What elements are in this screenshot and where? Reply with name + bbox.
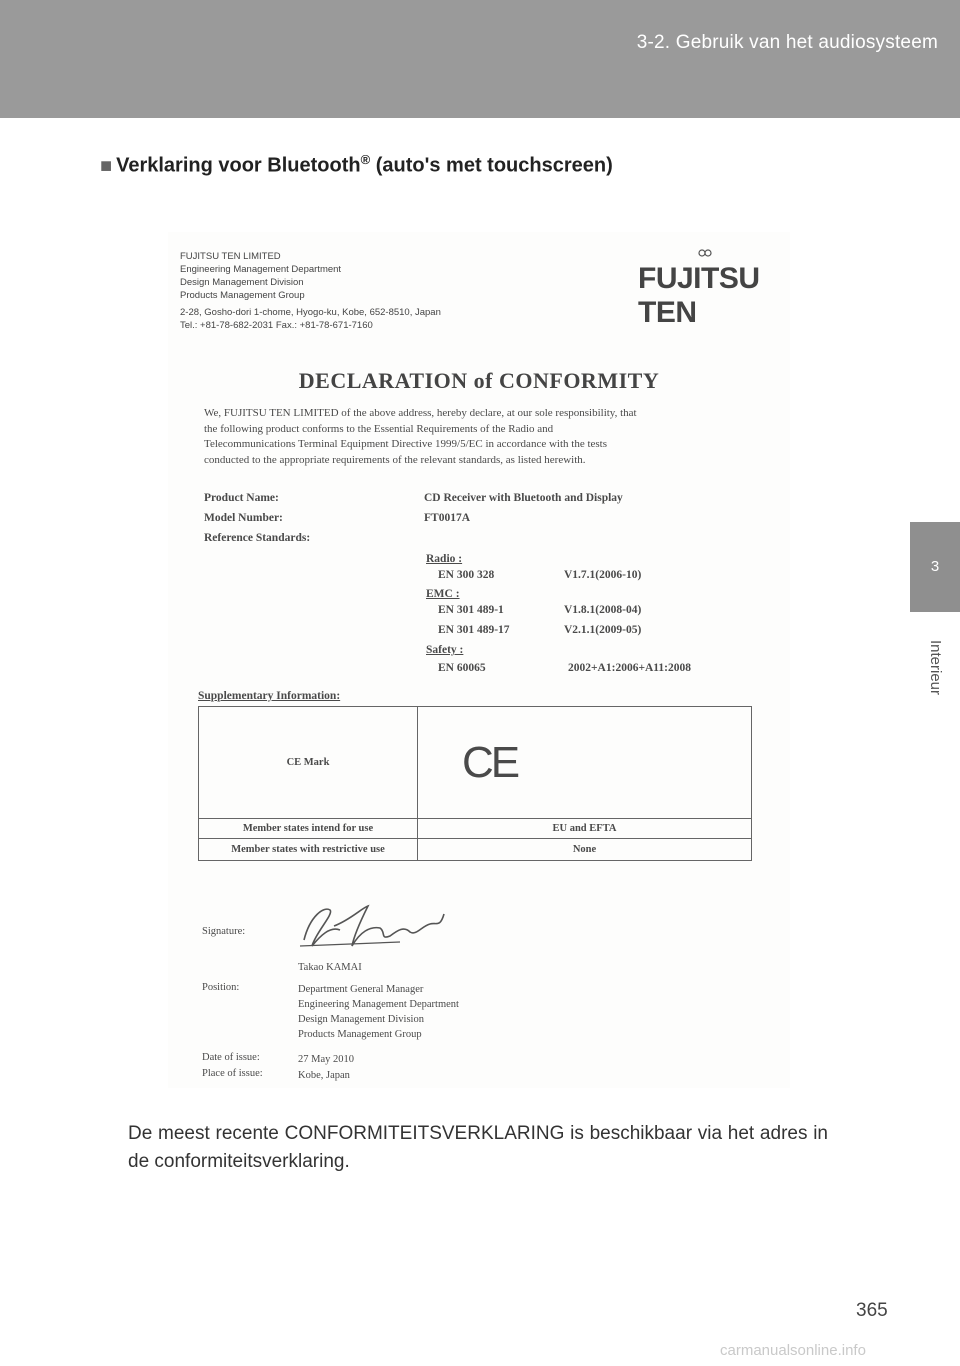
- product-name-label: Product Name:: [204, 492, 279, 504]
- intro-line: Telecommunications Terminal Equipment Directive 1999/5/EC in accordance with the tests: [204, 438, 608, 450]
- date-of-issue-label: Date of issue:: [202, 1052, 260, 1063]
- heading-bullet: ■: [100, 154, 113, 177]
- declaration-scan: [168, 232, 790, 1088]
- chapter-label-text: Interieur: [927, 639, 945, 695]
- radio-version: V1.7.1(2006-10): [564, 569, 642, 581]
- section-heading: [100, 152, 613, 178]
- issuer-line: Design Management Division: [180, 277, 304, 288]
- safety-standard: EN 60065: [438, 662, 486, 674]
- reference-standards-label: Reference Standards:: [204, 532, 311, 544]
- chapter-label: [912, 612, 960, 722]
- position-line: Products Management Group: [298, 1029, 422, 1040]
- issuer-line: Tel.: +81-78-682-2031 Fax.: +81-78-671-7160: [180, 320, 373, 331]
- ce-mark-label: CE Mark: [199, 707, 418, 819]
- model-number-value: FT0017A: [424, 512, 470, 524]
- signature-label: Signature:: [202, 926, 246, 937]
- issuer-line: Engineering Management Department: [180, 264, 342, 275]
- header-bar: [0, 0, 960, 118]
- safety-version: 2002+A1:2006+A11:2008: [568, 662, 691, 674]
- position-value: [298, 982, 459, 1042]
- supplementary-label: Supplementary Information:: [198, 690, 341, 702]
- position-line: Engineering Management Department: [298, 999, 459, 1010]
- signer-name: Takao KAMAI: [298, 962, 362, 973]
- intro-line: conducted to the appropriate requirements of the relevant standards, as listed herewith.: [204, 453, 586, 466]
- emc-version-2: V2.1.1(2009-05): [564, 624, 642, 636]
- issuer-block: [180, 250, 441, 332]
- chapter-tab: 3: [910, 522, 960, 612]
- handwritten-signature: [290, 896, 460, 960]
- position-label: Position:: [202, 982, 240, 993]
- declaration-title: DECLARATION of CONFORMITY: [298, 368, 660, 393]
- emc-label: EMC :: [426, 588, 460, 600]
- member-intend-value: EU and EFTA: [418, 819, 752, 839]
- page-number: 365: [856, 1300, 888, 1321]
- company-logo: FUJITSU TEN: [638, 262, 760, 329]
- heading-text-before: Verklaring voor Bluetooth: [116, 154, 361, 177]
- position-line: Department General Manager: [298, 984, 424, 995]
- member-intend-label: Member states intend for use: [199, 819, 418, 839]
- heading-text-after: (auto's met touchscreen): [370, 154, 613, 177]
- emc-standard-1: EN 301 489-1: [438, 604, 504, 616]
- radio-label: Radio :: [426, 553, 463, 565]
- section-title: 3-2. Gebruik van het audiosysteem: [636, 32, 938, 53]
- member-restrict-value: None: [418, 839, 752, 861]
- issuer-line: 2-28, Gosho-dori 1-chome, Hyogo-ku, Kobe, 652-8510, Japan: [180, 307, 441, 318]
- intro-line: We, FUJITSU TEN LIMITED of the above address, hereby declare, at our sole responsibility, that: [204, 407, 637, 419]
- position-line: Design Management Division: [298, 1014, 424, 1025]
- supplementary-table: [198, 706, 752, 861]
- declaration-intro: [204, 406, 764, 468]
- member-restrict-label: Member states with restrictive use: [199, 839, 418, 861]
- emc-version-1: V1.8.1(2008-04): [564, 604, 642, 616]
- product-name-value: CD Receiver with Bluetooth and Display: [424, 492, 623, 504]
- intro-line: the following product conforms to the Essential Requirements of the Radio and: [204, 422, 554, 435]
- safety-label: Safety :: [426, 644, 464, 656]
- watermark: carmanualsonline.info: [720, 1342, 866, 1359]
- place-of-issue-value: Kobe, Japan: [298, 1070, 350, 1081]
- issuer-line: Products Management Group: [180, 290, 305, 301]
- model-number-label: Model Number:: [204, 512, 283, 524]
- logo-mark-icon: [698, 248, 712, 258]
- conformity-note: De meest recente CONFORMITEITSVERKLARING is beschikbaar via het adres in de conformiteitsverklaring.: [128, 1123, 828, 1172]
- place-of-issue-label: Place of issue:: [202, 1068, 263, 1079]
- emc-standard-2: EN 301 489-17: [438, 624, 510, 636]
- ce-symbol: CE: [418, 707, 752, 819]
- radio-standard: EN 300 328: [438, 569, 495, 581]
- heading-registered-mark: ®: [360, 152, 371, 167]
- date-of-issue-value: 27 May 2010: [298, 1054, 354, 1065]
- issuer-line: FUJITSU TEN LIMITED: [180, 251, 281, 262]
